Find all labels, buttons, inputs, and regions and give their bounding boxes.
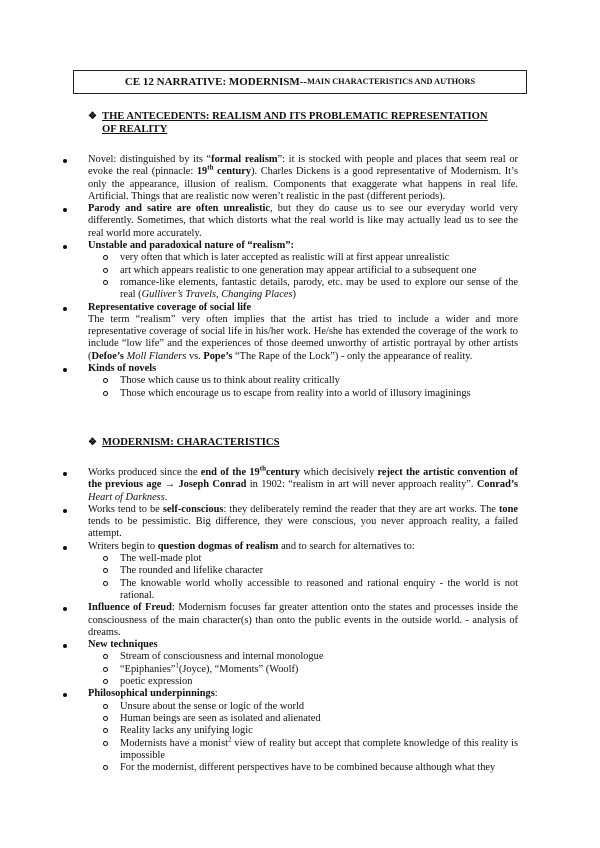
list-item: For the modernist, different perspectives have to be combined because although what they — [120, 762, 518, 774]
section-antecedents-body — [88, 154, 518, 400]
bullet-self-conscious — [88, 504, 518, 541]
paragraph-text: Parody and satire are often unrealistic, but they do cause us to see our everyday world very differently. Sometimes, that which distorts what the real world is like may actually lead us to see the real world more accurately. — [88, 203, 518, 239]
list-item: Unsure about the sense or logic of the world — [120, 701, 518, 713]
circle-bullet-icon — [103, 716, 108, 721]
circle-bullet-icon — [103, 654, 108, 659]
paragraph-text: Works produced since the end of the 19thcentury which decisively reject the artistic convention of the previous age → Joseph Conrad in 1902: “realism in art will never approach reality”. Conrad’s Heart of Darkness. — [88, 464, 519, 503]
circle-bullet-icon — [103, 667, 108, 672]
bullet-heading: Philosophical underpinnings: — [88, 688, 218, 700]
bullet-dot-icon — [63, 159, 67, 163]
circle-bullet-icon — [103, 741, 108, 746]
list-item: Reality lacks any unifying logic — [120, 725, 518, 737]
circle-bullet-icon — [103, 255, 108, 260]
bullet-new-techniques — [88, 639, 518, 688]
list-item: Those which cause us to think about reality critically — [120, 375, 518, 387]
paragraph-text: Novel: distinguished by its “formal realism”: it is stocked with people and places that seem real or evoke the real (pinnacle: 19th century). Charles Dickens is a good representative of Modernism. It’s only the appearance, illusion of realism. Components that exaggerate what happens in real life. Artificial. Things that are realistic now weren’t realistic in the past (different periods). — [88, 154, 518, 202]
bullet-dot-icon — [63, 607, 67, 611]
diamond-bullet-icon: ❖ — [88, 111, 97, 122]
bullet-unstable-realism — [88, 240, 518, 301]
list-item: Human beings are seen as isolated and alienated — [120, 713, 518, 725]
bullet-dot-icon — [63, 472, 67, 476]
bullet-formal-realism — [88, 154, 518, 203]
bullet-dot-icon — [63, 546, 67, 550]
bullet-social-coverage — [88, 302, 518, 363]
bullet-parody-satire — [88, 203, 518, 240]
circle-bullet-icon — [103, 556, 108, 561]
bullet-dot-icon — [63, 693, 67, 697]
bullet-heading: Kinds of novels — [88, 363, 157, 375]
bullet-kinds-of-novels — [88, 363, 518, 400]
bullet-philosophical — [88, 688, 518, 774]
list-item: The rounded and lifelike character — [120, 565, 518, 577]
circle-bullet-icon — [103, 391, 108, 396]
bullet-dot-icon — [63, 307, 67, 311]
title-sub: MAIN CHARACTERISTICS AND AUTHORS — [307, 76, 476, 86]
bullet-heading: Representative coverage of social life — [88, 301, 252, 313]
circle-bullet-icon — [103, 581, 108, 586]
list-item: The well-made plot — [120, 553, 518, 565]
circle-bullet-icon — [103, 679, 108, 684]
paragraph-text: Writers begin to question dogmas of realism and to search for alternatives to: — [88, 540, 415, 552]
list-item: The knowable world wholly accessible to reasoned and rational enquiry - the world is not rational. — [120, 578, 518, 603]
list-item: romance-like elements, fantastic details, parody, etc. may be used to explore our sense of the real (Gulliver’s Travels, Changing Places) — [120, 277, 518, 302]
bullet-dot-icon — [63, 509, 67, 513]
section-heading-line2: OF REALITY — [102, 123, 168, 135]
bullet-influence-freud — [88, 602, 518, 639]
bullet-heading: Unstable and paradoxical nature of “realism”: — [88, 240, 294, 252]
list-item: “Epiphanies”$^1$(Joyce), “Moments” (Woolf) — [120, 664, 518, 676]
bullet-dot-icon — [63, 208, 67, 212]
circle-bullet-icon — [103, 280, 108, 285]
section-heading-antecedents — [88, 111, 518, 137]
circle-bullet-icon — [103, 268, 108, 273]
bullet-heading: New techniques — [88, 639, 158, 651]
section-modernism-body — [88, 464, 519, 774]
bullet-end-19th-century — [88, 464, 519, 504]
section-heading-modernism: ❖ MODERNISM: CHARACTERISTICS — [88, 437, 280, 448]
title-main: CE 12 NARRATIVE: MODERNISM-- — [124, 75, 308, 88]
list-item: art which appears realistic to one generation may appear artificial to a subsequent one — [120, 265, 518, 277]
list-item: poetic expression — [120, 676, 518, 688]
circle-bullet-icon — [103, 378, 108, 383]
diamond-bullet-icon: ❖ — [88, 437, 97, 448]
circle-bullet-icon — [103, 728, 108, 733]
circle-bullet-icon — [103, 704, 108, 709]
circle-bullet-icon — [103, 765, 108, 770]
bullet-dot-icon — [63, 245, 67, 249]
bullet-question-dogmas — [88, 541, 518, 602]
list-item: Those which encourage us to escape from reality into a world of illusory imaginings — [120, 388, 518, 400]
paragraph-text: The term “realism” very often implies that the artist has tried to include a wider and more representative coverage of social life in his/her work. He/she has extended the coverage of the work to include “low life” and the experiences of those deemed unworthy of artistic portrayal by other artists (Defoe’s Moll Flanders vs. Pope’s “The Rape of the Lock”) - only the appearance of reality. — [88, 313, 518, 362]
paragraph-text: Works tend to be self-conscious: they deliberately remind the reader that they are art works. The tone tends to be pessimistic. Big difference, they were conscious, you never approach reality, a failed attempt. — [88, 503, 518, 540]
circle-bullet-icon — [103, 568, 108, 573]
list-item: very often that which is later accepted as realistic will at first appear unrealistic — [120, 252, 518, 264]
document-title — [73, 70, 527, 94]
list-item: Modernists have a monist$^2$ view of reality but accept that complete knowledge of this reality is impossible — [120, 738, 518, 763]
bullet-dot-icon — [63, 644, 67, 648]
section-heading-line1: THE ANTECEDENTS: REALISM AND ITS PROBLEMATIC REPRESENTATION — [102, 111, 488, 122]
list-item: Stream of consciousness and internal monologue — [120, 651, 518, 663]
bullet-dot-icon — [63, 368, 67, 372]
paragraph-text: Influence of Freud: Modernism focuses far greater attention onto the states and processes inside the consciousness of the main character(s) than onto the public events in the outside world. - analysis of dreams. — [88, 602, 518, 638]
